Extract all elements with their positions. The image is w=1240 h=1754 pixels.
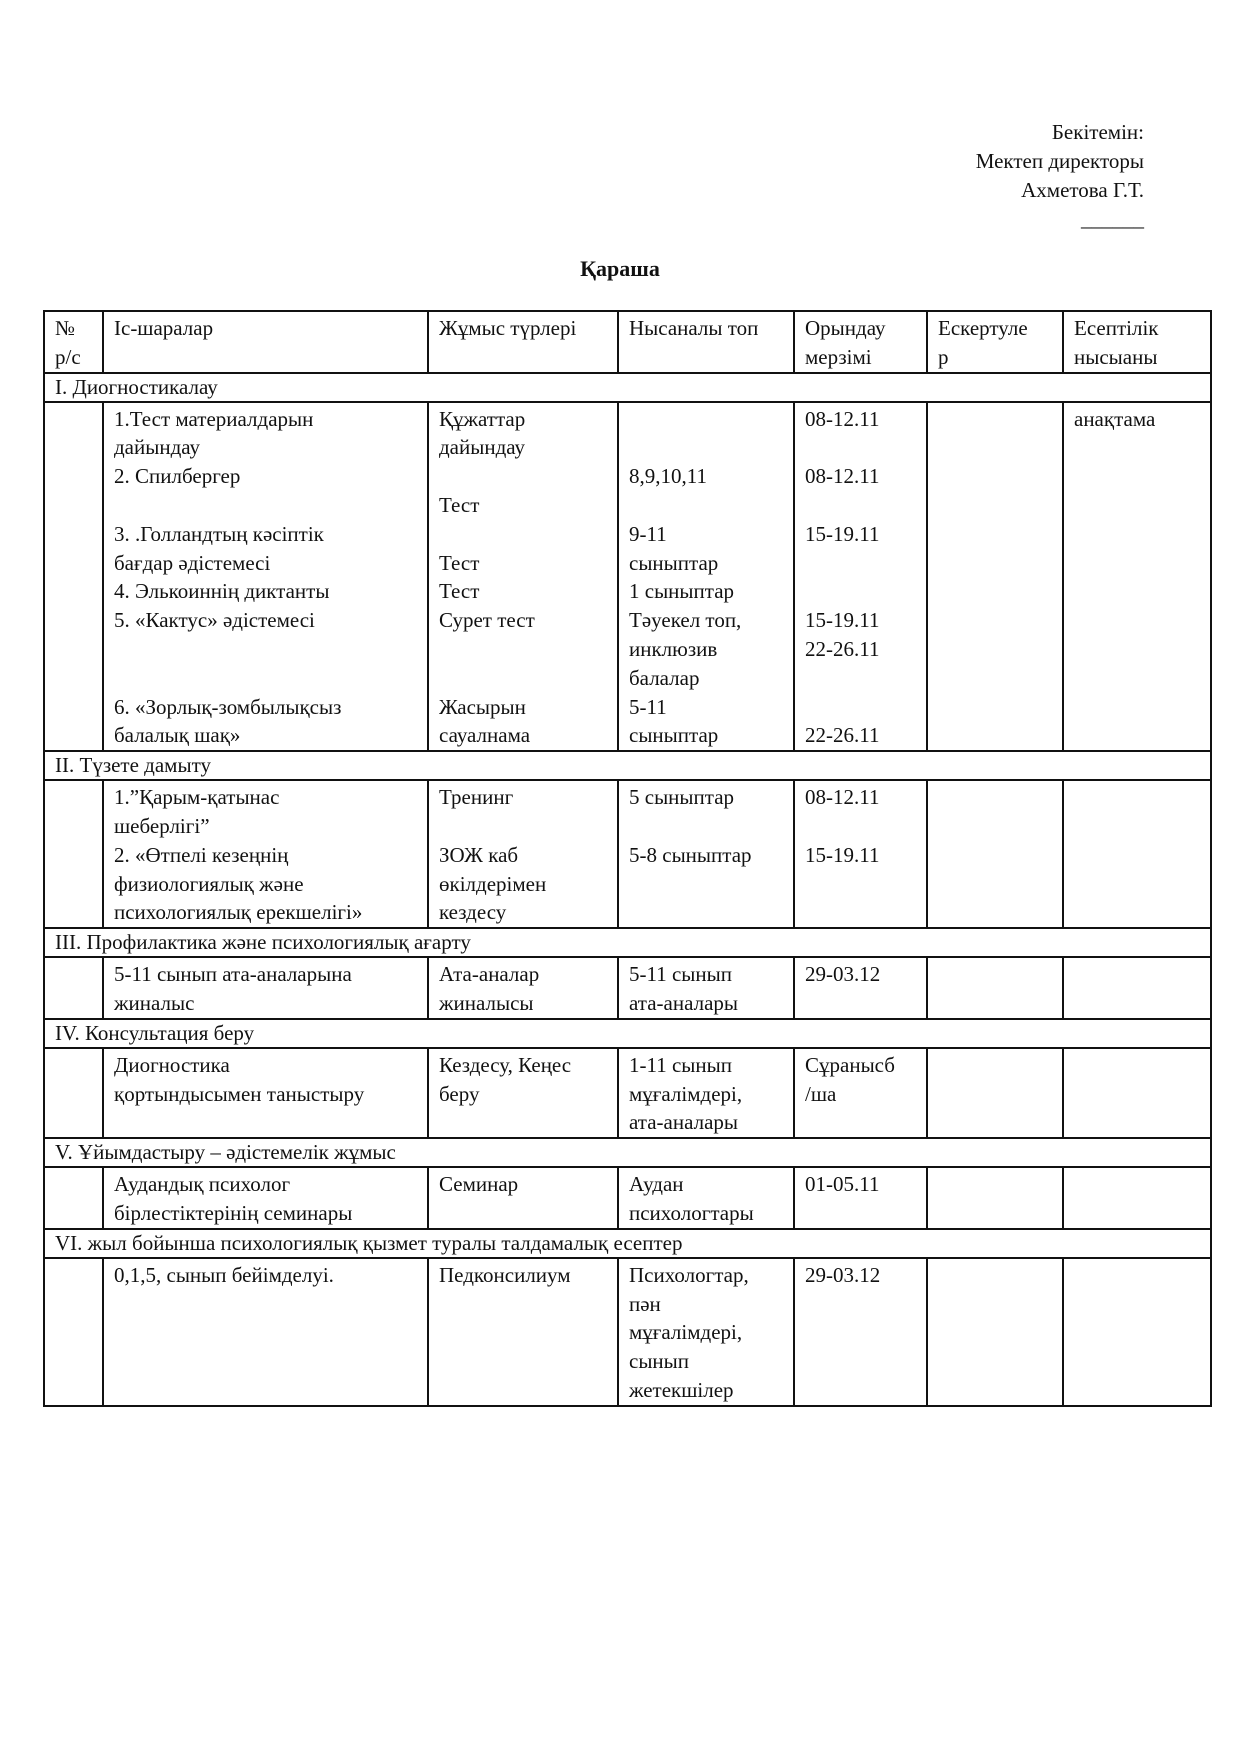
cell-line: бірлестіктерінің семинары [114, 1200, 353, 1225]
cell-line [805, 577, 916, 606]
events-cell [103, 1258, 428, 1406]
cell-line: сауалнама [439, 723, 531, 748]
work-types-cell [428, 1167, 618, 1229]
approval-label: Бекітемін: [1051, 120, 1144, 144]
page-title: Қараша [580, 256, 660, 281]
table-row [44, 1167, 1211, 1229]
cell-line: пән [629, 1291, 661, 1316]
cell-line: анақтама [1074, 406, 1156, 431]
cell-line: Диогностика [114, 1052, 230, 1077]
cell-line: Аудандық психолог [114, 1172, 291, 1197]
cell-line [439, 664, 607, 693]
number-cell [44, 402, 103, 752]
cell-line: 29-03.12 [805, 1262, 881, 1287]
cell-line: физиологиялық және [114, 871, 304, 896]
cell-line: 15-19.11 [805, 842, 880, 867]
cell-line: 15-19.11 [805, 608, 880, 633]
section-title: II. Түзете дамыту [44, 751, 1211, 780]
cell-line [439, 812, 607, 841]
cell-line: беру [439, 1081, 480, 1106]
notes-cell [927, 402, 1063, 752]
cell-line: сынып [629, 1349, 690, 1374]
table-row [44, 402, 1211, 752]
section-header-row [44, 928, 1211, 957]
table-row [44, 957, 1211, 1019]
cell-line [439, 635, 607, 664]
cell-line [114, 664, 417, 693]
cell-line: Тест [439, 579, 480, 604]
cell-line: психологиялық ерекшелігі» [114, 900, 363, 925]
cell-line: балалық шақ» [114, 723, 241, 748]
work-plan-table [43, 310, 1212, 1407]
cell-line [805, 693, 916, 722]
report-form-cell [1063, 402, 1211, 752]
cell-line: шеберлігі” [114, 813, 210, 838]
cell-line: 1.Тест материалдарын [114, 406, 314, 431]
cell-line: жетекшілер [629, 1377, 734, 1402]
cell-line: 2. Спилбергер [114, 464, 241, 489]
report-form-cell [1063, 1048, 1211, 1138]
cell-line: ЗОЖ каб [439, 842, 519, 867]
notes-cell [927, 1048, 1063, 1138]
cell-line: Ата-аналар [439, 962, 540, 987]
cell-line: Тест [439, 550, 480, 575]
work-types-cell [428, 402, 618, 752]
cell-line: 0,1,5, сынып бейімделуі. [114, 1262, 334, 1287]
number-cell [44, 1258, 103, 1406]
cell-line: 5-11 сынып ата-аналарына [114, 962, 352, 987]
approver-position: Мектеп директоры [975, 149, 1144, 173]
cell-line: инклюзив [629, 636, 718, 661]
cell-line: жиналыс [114, 990, 195, 1015]
section-header-row [44, 1138, 1211, 1167]
cell-line: 1-11 сынып [629, 1052, 732, 1077]
cell-line: 22-26.11 [805, 636, 880, 661]
cell-line [439, 520, 607, 549]
cell-line: 6. «Зорлық-зомбылықсыз [114, 694, 342, 719]
cell-line [629, 812, 783, 841]
events-cell [103, 1048, 428, 1138]
work-types-cell [428, 957, 618, 1019]
table-row [44, 1258, 1211, 1406]
cell-line: 8,9,10,11 [629, 464, 707, 489]
cell-line [629, 491, 783, 520]
cell-line: Педконсилиум [439, 1262, 571, 1287]
target-group-cell [618, 1167, 794, 1229]
target-group-cell [618, 1048, 794, 1138]
cell-line: қортындысымен таныстыру [114, 1081, 365, 1106]
cell-line: 5-11 сынып [629, 962, 732, 987]
cell-line: Кездесу, Кеңес [439, 1052, 572, 1077]
cell-line: 5-8 сыныптар [629, 842, 752, 867]
events-cell [103, 957, 428, 1019]
cell-line [114, 635, 417, 664]
signature-line: ______ [1081, 207, 1144, 231]
cell-line: Семинар [439, 1172, 519, 1197]
section-title: IV. Консультация беру [44, 1019, 1211, 1048]
events-cell [103, 780, 428, 928]
header-target-group: Нысаналы топ [618, 311, 794, 373]
cell-line: Сурет тест [439, 608, 535, 633]
cell-line: бағдар әдістемесі [114, 550, 271, 575]
table-header-row [44, 311, 1211, 373]
cell-line: сыныптар [629, 723, 719, 748]
approver-name: Ахметова Г.Т. [1021, 178, 1144, 202]
target-group-cell [618, 957, 794, 1019]
cell-line: 5-11 [629, 694, 667, 719]
deadline-cell [794, 1167, 927, 1229]
cell-line [805, 433, 916, 462]
cell-line: Тәуекел топ, [629, 608, 742, 633]
target-group-cell [618, 780, 794, 928]
cell-line: дайындау [439, 435, 526, 460]
cell-line: 08-12.11 [805, 785, 880, 810]
cell-line: кездесу [439, 900, 507, 925]
deadline-cell [794, 1048, 927, 1138]
header-deadline: Орындау мерзімі [794, 311, 927, 373]
cell-line [439, 462, 607, 491]
cell-line: мұғалімдері, [629, 1081, 743, 1106]
cell-line [114, 491, 417, 520]
cell-line: 22-26.11 [805, 723, 880, 748]
notes-cell [927, 1167, 1063, 1229]
target-group-cell [618, 402, 794, 752]
cell-line: 08-12.11 [805, 464, 880, 489]
cell-line: 5 сыныптар [629, 785, 735, 810]
cell-line: Тест [439, 492, 480, 517]
cell-line: жиналысы [439, 990, 534, 1015]
events-cell [103, 402, 428, 752]
work-types-cell [428, 780, 618, 928]
cell-line: /ша [805, 1081, 837, 1106]
table-row [44, 780, 1211, 928]
cell-line: 9-11 [629, 521, 667, 546]
header-events: Іс-шаралар [103, 311, 428, 373]
cell-line: 1 сыныптар [629, 579, 735, 604]
section-title: V. Ұйымдастыру – әдістемелік жұмыс [44, 1138, 1211, 1167]
deadline-cell [794, 957, 927, 1019]
notes-cell [927, 1258, 1063, 1406]
number-cell [44, 1048, 103, 1138]
cell-line: психологтары [629, 1200, 754, 1225]
section-title: VI. жыл бойынша психологиялық қызмет туралы талдамалық есептер [44, 1229, 1211, 1258]
cell-line: Құжаттар [439, 406, 526, 431]
report-form-cell [1063, 1167, 1211, 1229]
cell-line: сыныптар [629, 550, 719, 575]
section-header-row [44, 373, 1211, 402]
deadline-cell [794, 780, 927, 928]
cell-line: ата-аналары [629, 1110, 738, 1135]
cell-line: Психологтар, [629, 1262, 749, 1287]
deadline-cell [794, 1258, 927, 1406]
work-types-cell [428, 1258, 618, 1406]
cell-line: Сұранысб [805, 1052, 895, 1077]
number-cell [44, 780, 103, 928]
number-cell [44, 1167, 103, 1229]
cell-line: 01-05.11 [805, 1172, 880, 1197]
section-header-row [44, 1229, 1211, 1258]
cell-line [805, 491, 916, 520]
cell-line [805, 812, 916, 841]
cell-line [629, 433, 783, 462]
cell-line: ата-аналары [629, 990, 738, 1015]
cell-line [629, 405, 783, 434]
section-title: I. Диогностикалау [44, 373, 1211, 402]
cell-line: 3. .Голландтың кәсіптік [114, 521, 324, 546]
section-title: III. Профилактика және психологиялық ағарту [44, 928, 1211, 957]
deadline-cell [794, 402, 927, 752]
cell-line: 1.”Қарым-қатынас [114, 785, 280, 810]
section-header-row [44, 1019, 1211, 1048]
cell-line: 29-03.12 [805, 962, 881, 987]
table-row [44, 1048, 1211, 1138]
notes-cell [927, 957, 1063, 1019]
events-cell [103, 1167, 428, 1229]
cell-line: 08-12.11 [805, 406, 880, 431]
cell-line: 15-19.11 [805, 521, 880, 546]
cell-line: дайындау [114, 435, 201, 460]
work-types-cell [428, 1048, 618, 1138]
report-form-cell [1063, 957, 1211, 1019]
cell-line: Тренинг [439, 785, 514, 810]
cell-line: өкілдерімен [439, 871, 547, 896]
cell-line: 2. «Өтпелі кезеңнің [114, 842, 289, 867]
report-form-cell [1063, 780, 1211, 928]
notes-cell [927, 780, 1063, 928]
section-header-row [44, 751, 1211, 780]
header-notes: Ескертуле р [927, 311, 1063, 373]
cell-line: 4. Элькоиннің диктанты [114, 579, 330, 604]
cell-line: мұғалімдері, [629, 1320, 743, 1345]
report-form-cell [1063, 1258, 1211, 1406]
cell-line [805, 664, 916, 693]
cell-line [805, 549, 916, 578]
header-report-form: Есептілік нысыаны [1063, 311, 1211, 373]
cell-line: Аудан [629, 1172, 684, 1197]
header-number: № р/с [44, 311, 103, 373]
approval-block [976, 118, 1144, 234]
number-cell [44, 957, 103, 1019]
cell-line: 5. «Кактус» әдістемесі [114, 608, 315, 633]
header-work-types: Жұмыс түрлері [428, 311, 618, 373]
cell-line: балалар [629, 665, 700, 690]
target-group-cell [618, 1258, 794, 1406]
cell-line: Жасырын [439, 694, 526, 719]
